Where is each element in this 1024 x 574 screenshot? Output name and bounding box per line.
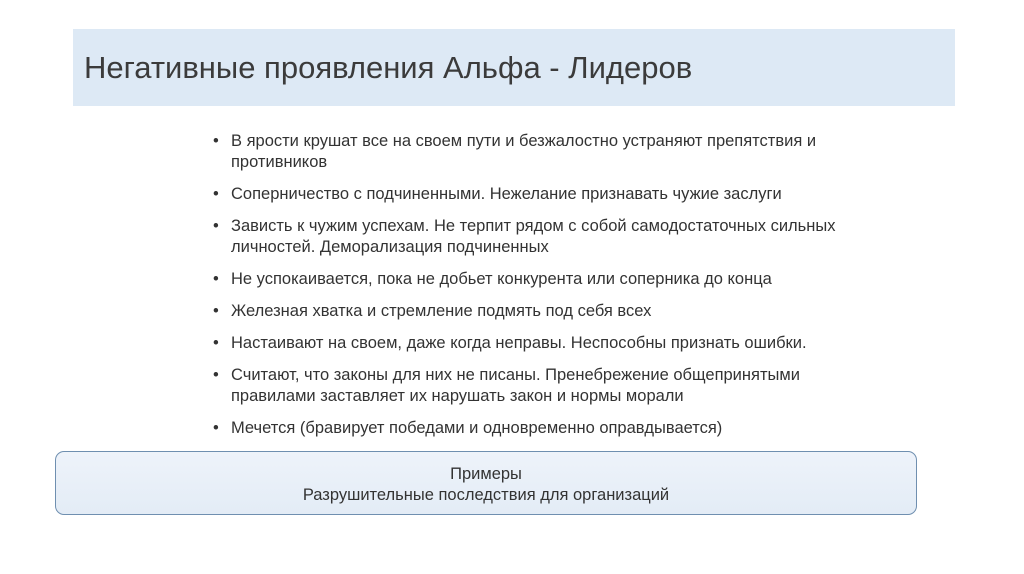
- examples-heading: Примеры: [450, 465, 522, 483]
- bullet-item: • Не успокаивается, пока не добьет конкурента или соперника до конца: [213, 269, 873, 290]
- bullet-item: • В ярости крушат все на своем пути и безжалостно устраняют препятствия и противников: [213, 131, 873, 173]
- bullet-item: • Зависть к чужим успехам. Не терпит рядом с собой самодостаточных сильных личностей. Деморализация подчиненных: [213, 216, 873, 258]
- bullet-item: • Железная хватка и стремление подмять под себя всех: [213, 301, 873, 322]
- bullet-item: • Настаивают на своем, даже когда неправы. Неспособны признать ошибки.: [213, 333, 873, 354]
- bullet-list: [213, 131, 873, 450]
- bullet-item: • Соперничество с подчиненными. Нежелание признавать чужие заслуги: [213, 184, 873, 205]
- examples-box: [55, 451, 917, 515]
- bullet-item: • Считают, что законы для них не писаны. Пренебрежение общепринятыми правилами заставляет их нарушать закон и нормы морали: [213, 365, 873, 407]
- slide-title: Негативные проявления Альфа - Лидеров: [84, 50, 693, 85]
- bullet-item: • Мечется (бравирует победами и одновременно оправдывается): [213, 418, 873, 439]
- examples-subheading: Разрушительные последствия для организаций: [302, 486, 670, 504]
